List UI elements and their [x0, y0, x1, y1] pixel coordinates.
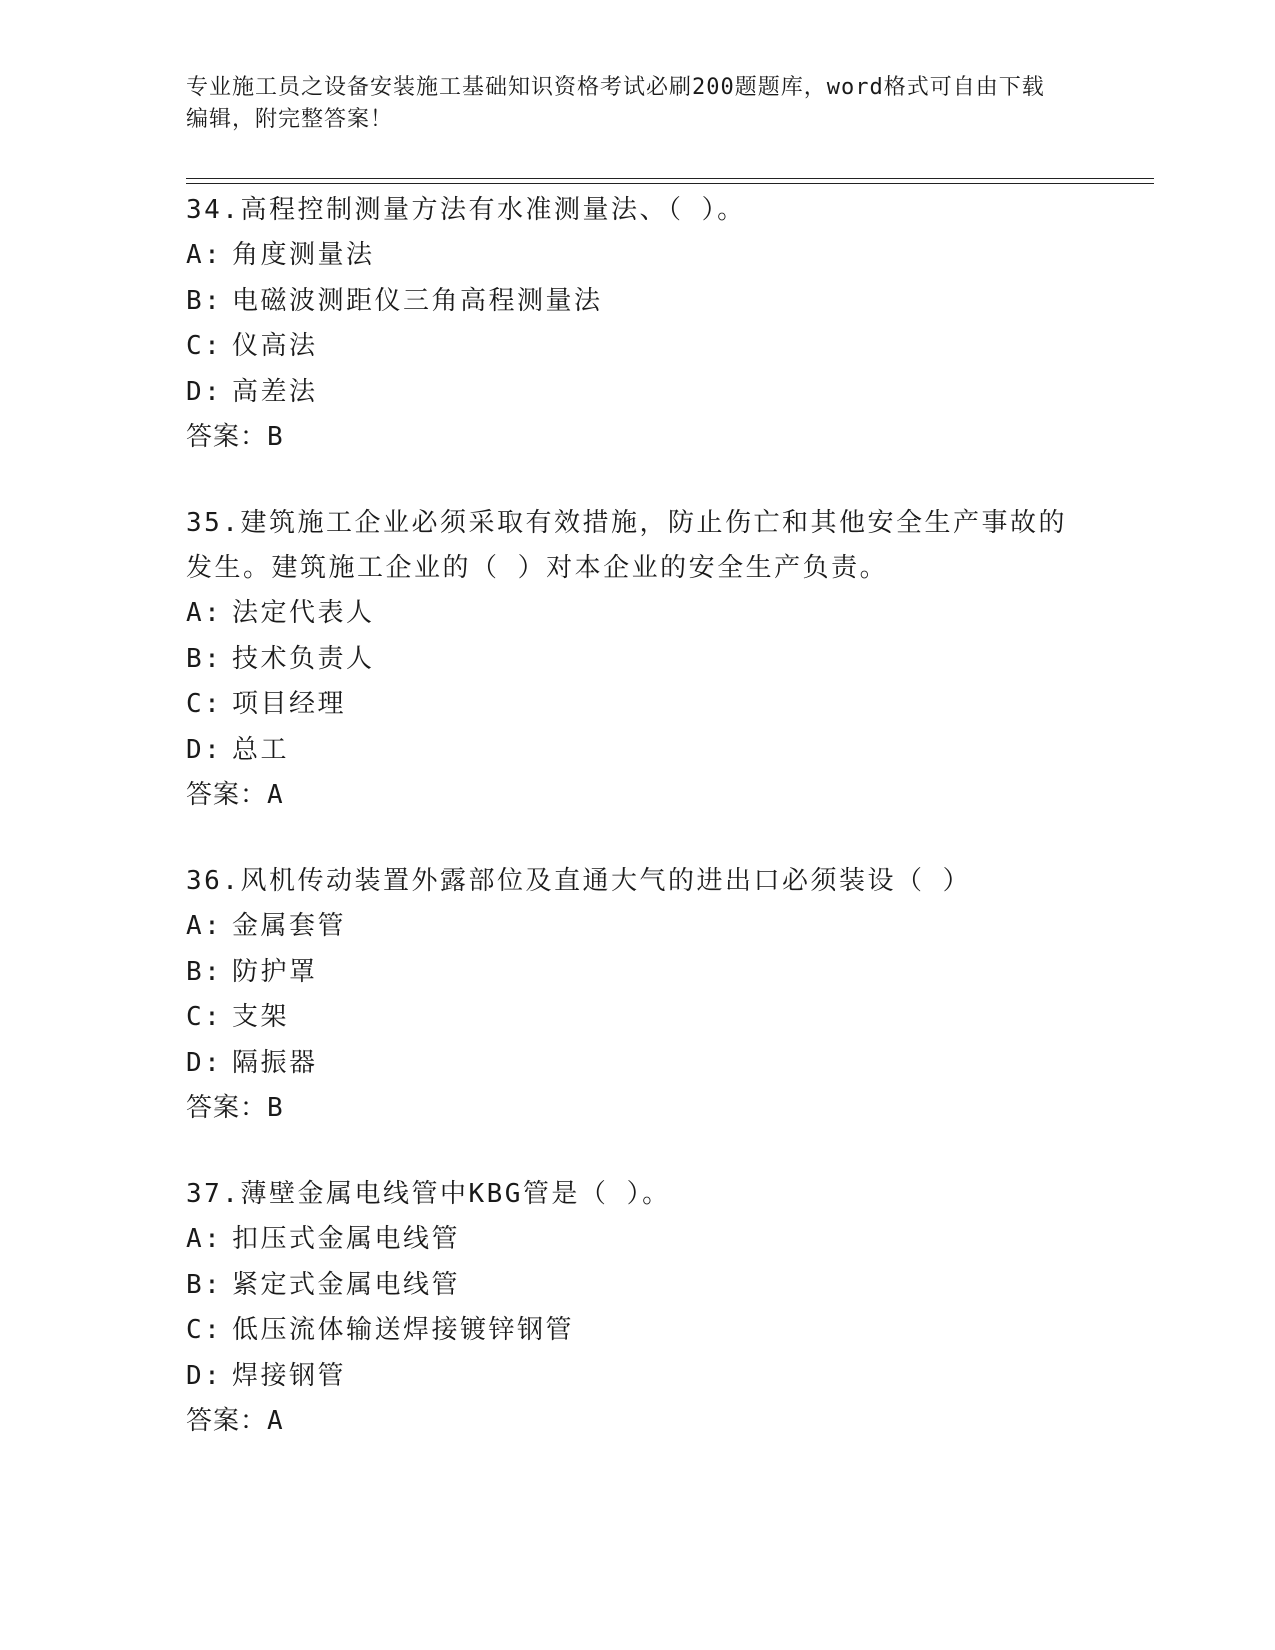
- answer-value: B: [267, 422, 284, 452]
- answer-line: [186, 1399, 1086, 1444]
- option-letter: D:: [186, 1360, 223, 1391]
- option-text: 扣压式金属电线管: [232, 1224, 461, 1254]
- answer-label: 答案：: [186, 1093, 268, 1123]
- document-header: 专业施工员之设备安装施工基础知识资格考试必刷200题题库，word格式可自由下载编辑，附完整答案！: [186, 75, 1045, 132]
- answer-value: B: [267, 1093, 284, 1123]
- option-d: [186, 1354, 1086, 1400]
- option-text: 仪高法: [232, 331, 318, 361]
- option-c: [186, 324, 1086, 370]
- option-text: 高差法: [232, 376, 318, 407]
- option-letter: D:: [186, 376, 223, 407]
- option-text: 防护罩: [232, 956, 318, 987]
- option-letter: D:: [186, 734, 223, 765]
- question-stem: 36.风机传动装置外露部位及直通大气的进出口必须装设（ ）: [186, 866, 972, 896]
- answer-line: [186, 415, 1086, 460]
- option-text: 项目经理: [232, 689, 347, 719]
- answer-value: A: [267, 780, 284, 810]
- option-text: 电磁波测距仪三角高程测量法: [232, 285, 603, 316]
- option-d: [186, 1041, 1086, 1087]
- question-37: [186, 1172, 1086, 1444]
- option-text: 角度测量法: [232, 240, 375, 270]
- option-a: [186, 904, 1086, 950]
- option-text: 总工: [232, 734, 290, 765]
- option-d: [186, 728, 1086, 774]
- option-letter: D:: [186, 1047, 223, 1078]
- option-d: [186, 370, 1086, 416]
- option-b: [186, 950, 1086, 996]
- option-text: 金属套管: [232, 911, 347, 941]
- option-letter: A:: [186, 240, 223, 270]
- option-text: 法定代表人: [232, 598, 375, 628]
- question-35: [186, 501, 1086, 818]
- option-letter: B:: [186, 1269, 223, 1300]
- question-36: [186, 859, 1086, 1131]
- option-b: [186, 279, 1086, 325]
- option-text: 支架: [232, 1002, 290, 1032]
- header-divider-top: [186, 178, 1154, 179]
- option-letter: B:: [186, 285, 223, 316]
- answer-line: [186, 1086, 1086, 1131]
- option-letter: A:: [186, 598, 223, 628]
- option-letter: B:: [186, 956, 223, 987]
- option-a: [186, 591, 1086, 637]
- option-letter: C:: [186, 1002, 223, 1032]
- option-c: [186, 682, 1086, 728]
- option-text: 紧定式金属电线管: [232, 1269, 461, 1300]
- answer-value: A: [267, 1406, 284, 1436]
- question-stem: 37.薄壁金属电线管中KBG管是（ ）。: [186, 1179, 671, 1209]
- option-letter: A:: [186, 911, 223, 941]
- option-text: 低压流体输送焊接镀锌钢管: [232, 1315, 575, 1345]
- option-a: [186, 233, 1086, 279]
- option-letter: A:: [186, 1224, 223, 1254]
- answer-label: 答案：: [186, 780, 268, 810]
- header-divider-bottom: [186, 183, 1154, 184]
- question-spacer: [186, 460, 1086, 501]
- answer-label: 答案：: [186, 1406, 268, 1436]
- question-spacer: [186, 818, 1086, 859]
- option-text: 技术负责人: [232, 643, 375, 674]
- option-letter: B:: [186, 643, 223, 674]
- option-letter: C:: [186, 689, 223, 719]
- option-b: [186, 1263, 1086, 1309]
- option-b: [186, 637, 1086, 683]
- question-34: [186, 188, 1086, 460]
- question-list: [186, 188, 1086, 1444]
- question-stem: 35.建筑施工企业必须采取有效措施，防止伤亡和其他安全生产事故的发生。建筑施工企业的（ ）对本企业的安全生产负责。: [186, 508, 1067, 583]
- option-text: 焊接钢管: [232, 1360, 347, 1391]
- option-c: [186, 1308, 1086, 1354]
- answer-line: [186, 773, 1086, 818]
- option-letter: C:: [186, 331, 223, 361]
- option-a: [186, 1217, 1086, 1263]
- question-stem: 34.高程控制测量方法有水准测量法、（ ）。: [186, 195, 746, 225]
- answer-label: 答案：: [186, 422, 268, 452]
- option-text: 隔振器: [232, 1047, 318, 1078]
- option-letter: C:: [186, 1315, 223, 1345]
- question-spacer: [186, 1131, 1086, 1172]
- option-c: [186, 995, 1086, 1041]
